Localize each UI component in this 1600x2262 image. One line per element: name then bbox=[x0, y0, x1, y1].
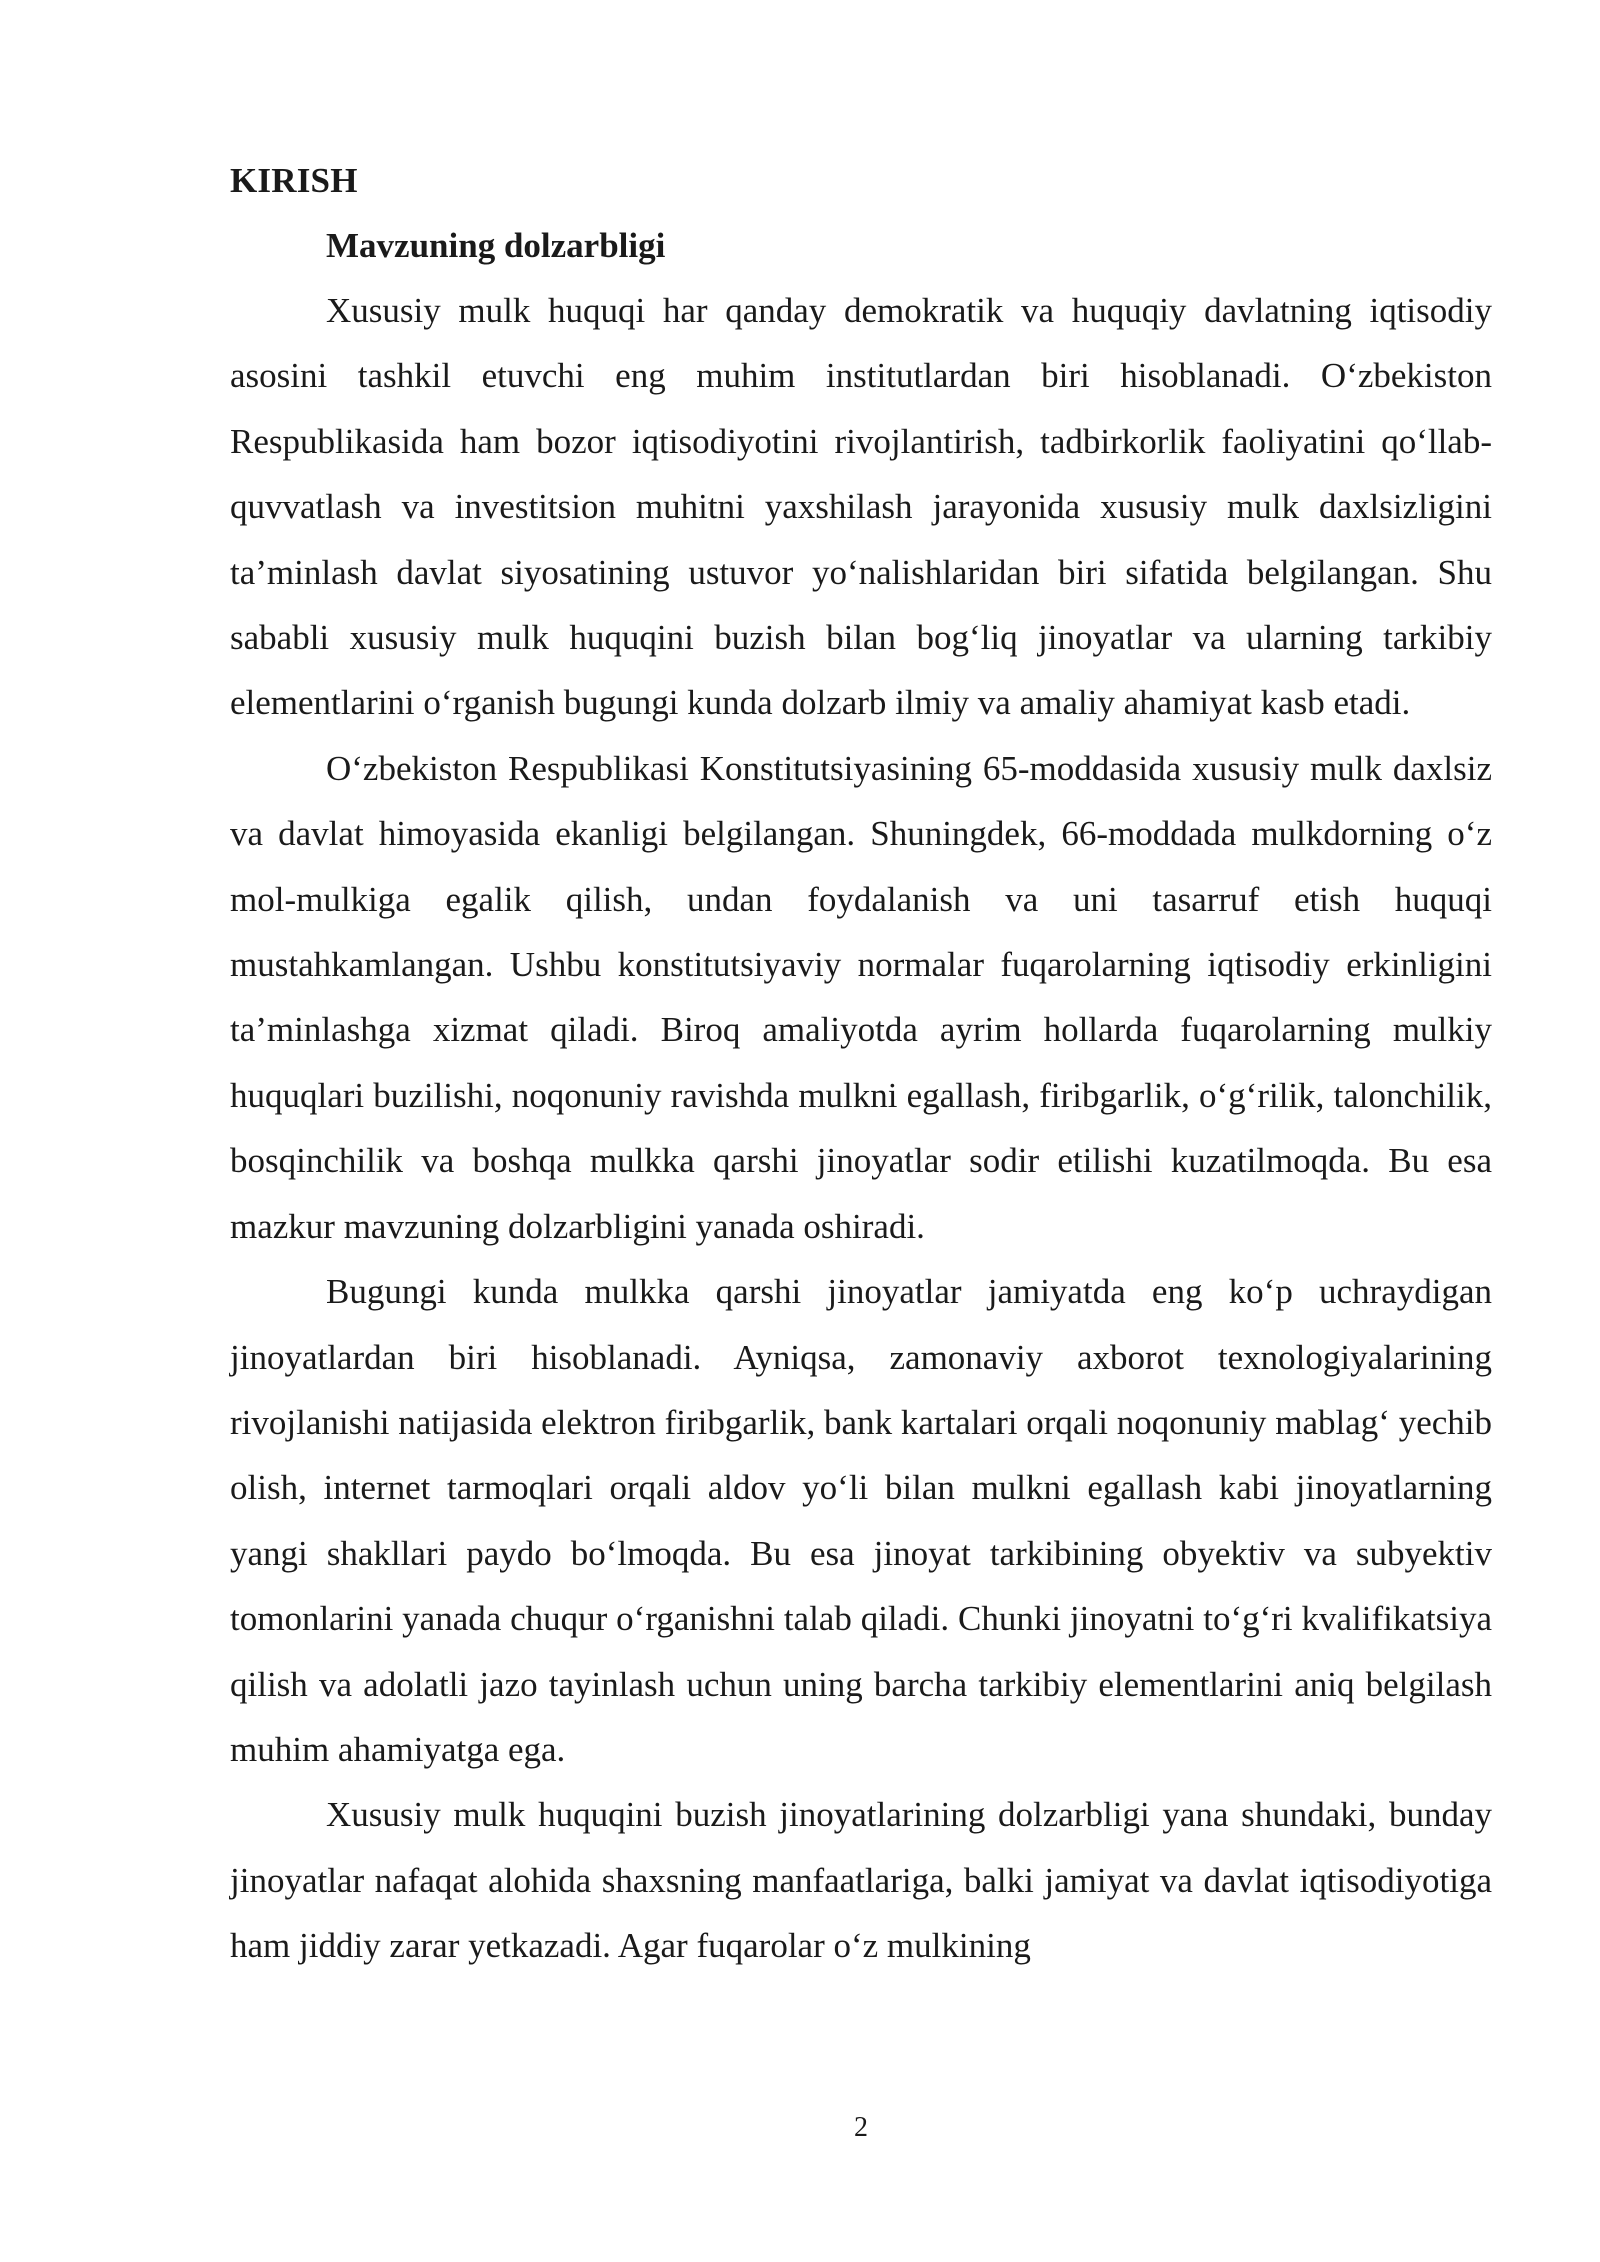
page-number: 2 bbox=[854, 2112, 868, 2143]
section-title: Mavzuning dolzarbligi bbox=[326, 226, 666, 265]
paragraph-4: Xususiy mulk huquqini buzish jinoyatlarining dolzarbligi yana shundaki, bunday jinoyatlar nafaqat alohida shaxsning manfaatlariga, balki jamiyat va davlat iqtisodiyotiga ham jiddiy zarar yetkazadi. Agar fuqarolar o‘z mulkining bbox=[230, 1795, 1492, 1966]
paragraph-1: Xususiy mulk huquqi har qanday demokratik va huquqiy davlatning iqtisodiy asosini tashkil etuvchi eng muhim institutlardan biri hisoblanadi. O‘zbekiston Respublikasida ham bozor iqtisodiyotini rivojlantirish, tadbirkorlik faoliyatini qo‘llab-quvvatlash va investitsion muhitni yaxshilash jarayonida xususiy mulk daxlsizligini ta’minlash davlat siyosatining ustuvor yo‘nalishlaridan biri sifatida belgilangan. Shu sababli xususiy mulk huquqini buzish bilan bog‘liq jinoyatlar va ularning tarkibiy elementlarini o‘rganish bugungi kunda dolzarb ilmiy va amaliy ahamiyat kasb etadi. bbox=[230, 291, 1492, 723]
paragraph-2: O‘zbekiston Respublikasi Konstitutsiyasining 65-moddasida xususiy mulk daxlsiz va davlat himoyasida ekanligi belgilangan. Shuningdek, 66-moddada mulkdorning o‘z mol-mulkiga egalik qilish, undan foydalanish va uni tasarruf etish huquqi mustahkamlangan. Ushbu konstitutsiyaviy normalar fuqarolarning iqtisodiy erkinligini ta’minlashga xizmat qiladi. Biroq amaliyotda ayrim hollarda fuqarolarning mulkiy huquqlari buzilishi, noqonuniy ravishda mulkni egallash, firibgarlik, o‘g‘rilik, talonchilik, bosqinchilik va boshqa mulkka qarshi jinoyatlar sodir etilishi kuzatilmoqda. Bu esa mazkur mavzuning dolzarbligini yanada oshiradi. bbox=[230, 748, 1492, 1246]
paragraph-3: Bugungi kunda mulkka qarshi jinoyatlar jamiyatda eng ko‘p uchraydigan jinoyatlardan biri hisoblanadi. Ayniqsa, zamonaviy axborot texnologiyalarining rivojlanishi natijasida elektron firibgarlik, bank kartalari orqali noqonuniy mablag‘ yechib olish, internet tarmoqlari orqali aldov yo‘li bilan mulkni egallash kabi jinoyatlarning yangi shakllari paydo bo‘lmoqda. Bu esa jinoyat tarkibining obyektiv va subyektiv tomonlarini yanada chuqur o‘rganishni talab qiladi. Chunki jinoyatni to‘g‘ri kvalifikatsiya qilish va adolatli jazo tayinlash uchun uning barcha tarkibiy elementlarini aniq belgilash muhim ahamiyatga ega. bbox=[230, 1272, 1492, 1769]
page-content bbox=[230, 148, 1492, 1979]
chapter-title: KIRISH bbox=[230, 161, 358, 200]
